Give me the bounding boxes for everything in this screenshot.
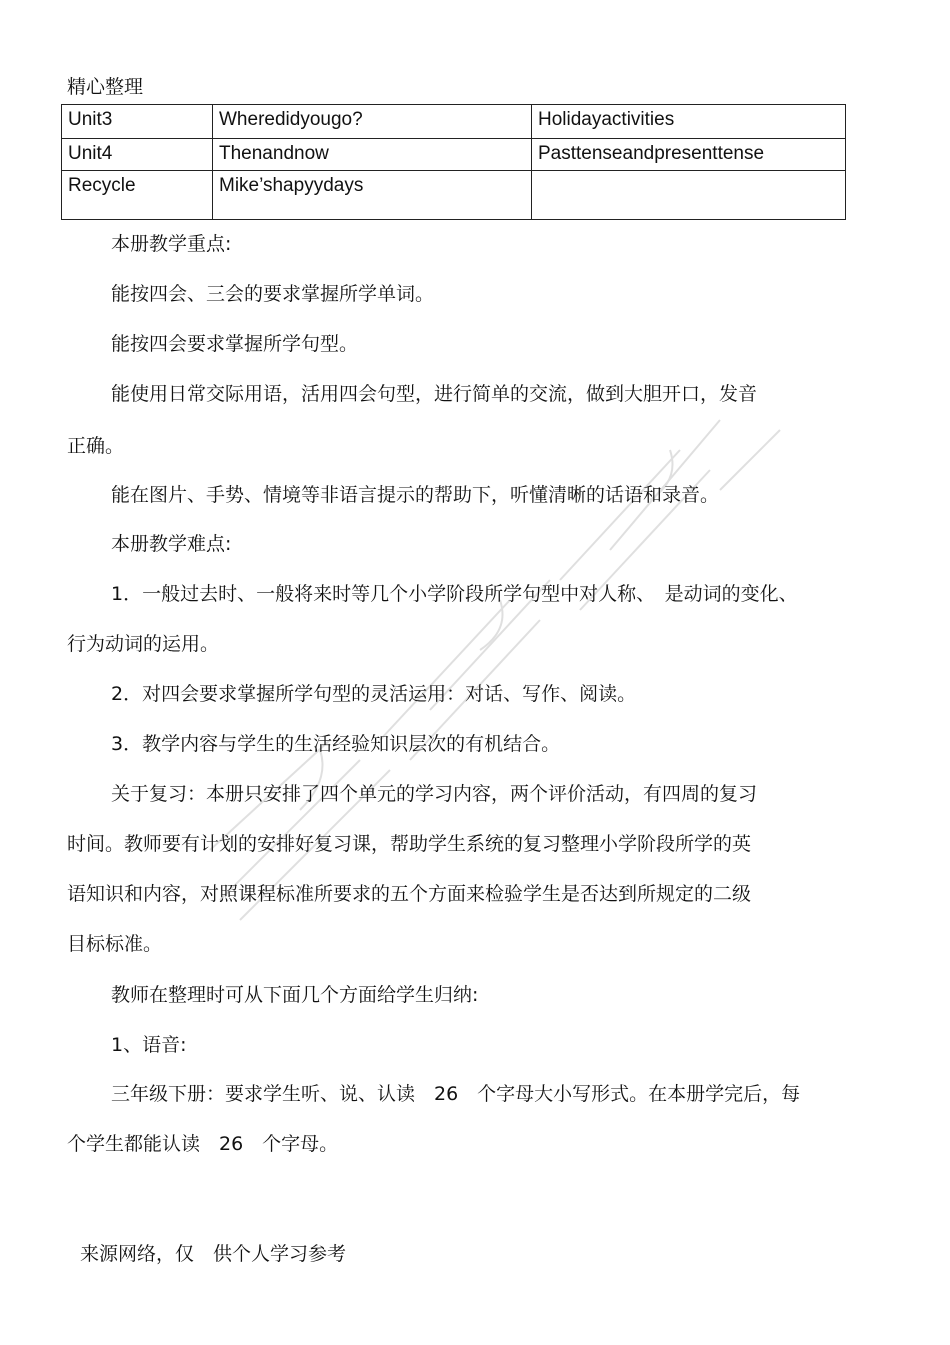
- key-points-title: 本册教学重点:: [111, 233, 232, 255]
- key-point: 能在图片、手势、情境等非语言提示的帮助下，听懂清晰的话语和录音。: [111, 484, 720, 506]
- key-point-continued: 正确。: [67, 435, 125, 457]
- review-paragraph-line: 时间。教师要有计划的安排好复习课，帮助学生系统的复习整理小学阶段所学的英: [67, 833, 752, 855]
- table-cell: Mike’shapyydays: [213, 171, 532, 220]
- key-point: 能按四会、三会的要求掌握所学单词。: [111, 283, 435, 305]
- table-row: [62, 171, 846, 220]
- table-row: [62, 139, 846, 171]
- table-cell: [532, 171, 846, 220]
- table-cell: Pasttenseandpresenttense: [532, 139, 846, 171]
- footer-note: 来源网络，仅 供个人学习参考: [80, 1243, 347, 1265]
- page-header-title: 精心整理: [67, 76, 144, 98]
- review-paragraph-line: 关于复习：本册只安排了四个单元的学习内容，两个评价活动，有四周的复习: [111, 783, 758, 805]
- table-cell: Holidayactivities: [532, 105, 846, 139]
- difficulty-item: 2．对四会要求掌握所学句型的灵活运用：对话、写作、阅读。: [111, 683, 637, 705]
- grade3-paragraph-line: 个学生都能认读 26 个字母。: [67, 1133, 339, 1155]
- review-paragraph-line: 目标标准。: [67, 933, 163, 955]
- difficulties-title: 本册教学难点:: [111, 533, 232, 555]
- table-row: [62, 105, 846, 139]
- table-cell: Thenandnow: [213, 139, 532, 171]
- table-cell: Unit4: [62, 139, 213, 171]
- unit-table: [61, 104, 846, 220]
- key-point: 能按四会要求掌握所学句型。: [111, 333, 359, 355]
- grade3-paragraph-line: 三年级下册：要求学生听、说、认读 26 个字母大小写形式。在本册学完后，每: [111, 1083, 801, 1105]
- watermark-graphic: [180, 380, 820, 940]
- key-point: 能使用日常交际用语，活用四会句型，进行简单的交流，做到大胆开口，发音: [111, 383, 758, 405]
- table-cell: Recycle: [62, 171, 213, 220]
- difficulty-item: 1．一般过去时、一般将来时等几个小学阶段所学句型中对人称、 是动词的变化、: [111, 583, 798, 605]
- section-heading: 1、语音:: [111, 1034, 187, 1056]
- table-cell: Unit3: [62, 105, 213, 139]
- difficulty-item-continued: 行为动词的运用。: [67, 633, 220, 655]
- difficulty-item: 3．教学内容与学生的生活经验知识层次的有机结合。: [111, 733, 561, 755]
- table-cell: Wheredidyougo?: [213, 105, 532, 139]
- summary-intro: 教师在整理时可从下面几个方面给学生归纳:: [111, 984, 479, 1006]
- review-paragraph-line: 语知识和内容，对照课程标准所要求的五个方面来检验学生是否达到所规定的二级: [67, 883, 752, 905]
